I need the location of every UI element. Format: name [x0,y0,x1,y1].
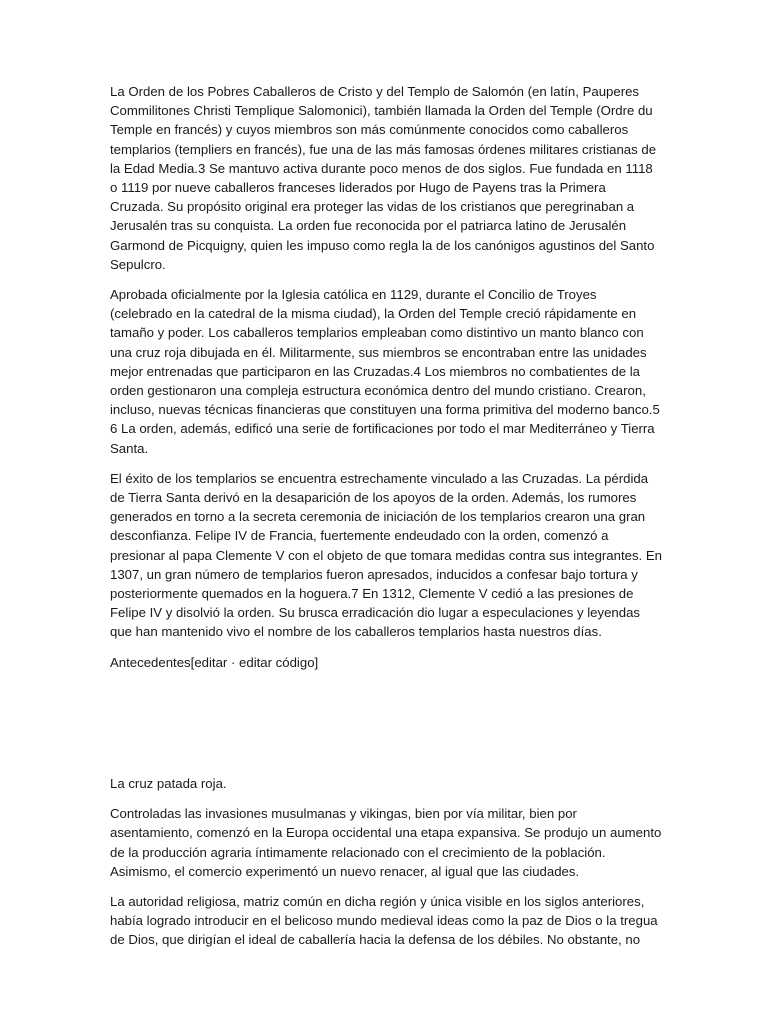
paragraph-religious-authority: La autoridad religiosa, matriz común en dicha región y única visible en los siglos anteriores, había logrado introducir en el belicoso mundo medieval ideas como la paz de Dios o la tregua de Dios, que dirigían el ideal de caballería hacia la defensa de los débiles. No obstante, no [110,893,658,948]
paragraph-intro: La Orden de los Pobres Caballeros de Cristo y del Templo de Salomón (en latín, Pauperes Commilitones Christi Templique Salomonici), también llamada la Orden del Temple (Ordre du Temple en francés) y cuyos miembros son más comúnmente conocidos como caballeros templarios (templiers en francés), fue una de las más famosas órdenes militares cristianas de la Edad Media.3 Se mantuvo activa durante poco menos de dos siglos. Fue fundada en 1118 o 1119 por nueve caballeros franceses liderados por Hugo de Payens tras la Primera Cruzada. Su propósito original era proteger las vidas de los cristianos que peregrinaban a Jerusalén tras su conquista. La orden fue reconocida por el patriarca latino de Jerusalén Garmond de Picquigny, quien les impuso como regla la de los canónigos agustinos del Santo Sepulcro. [110,84,657,272]
paragraph-approval: Aprobada oficialmente por la Iglesia católica en 1129, durante el Concilio de Troyes (celebrado en la catedral de la misma ciudad), la Orden del Temple creció rápidamente en tamaño y poder. Los caballeros templarios empleaban como distintivo un manto blanco con una cruz roja dibujada en él. Militarmente, sus miembros se encontraban entre las unidades mejor entrenadas que participaron en las Cruzadas.4 Los miembros no combatientes de la orden gestionaron una compleja estructura económica dentro del mundo cristiano. Crearon, incluso, nuevas técnicas financieras que constituyen una forma primitiva del moderno banco.5 6 La orden, además, edificó una serie de fortificaciones por todo el mar Mediterráneo y Tierra Santa. [110,287,660,456]
document-page [110,82,662,961]
image-caption: La cruz patada roja. [110,775,227,791]
section-heading-antecedentes: Antecedentes[editar · editar código] [110,654,319,670]
image-placeholder [110,672,662,774]
paragraph-expansion: Controladas las invasiones musulmanas y vikingas, bien por vía militar, bien por asentamiento, comenzó en la Europa occidental una etapa expansiva. Se produjo un aumento de la producción agraria íntimamente relacionado con el crecimiento de la población. Asimismo, el comercio experimentó un nuevo renacer, al igual que las ciudades. [110,806,662,879]
paragraph-decline: El éxito de los templarios se encuentra estrechamente vinculado a las Cruzadas. La pérdida de Tierra Santa derivó en la desaparición de los apoyos de la orden. Además, los rumores generados en torno a la secreta ceremonia de iniciación de los templarios crearon una gran desconfianza. Felipe IV de Francia, fuertemente endeudado con la orden, comenzó a presionar al papa Clemente V con el objeto de que tomara medidas contra sus integrantes. En 1307, un gran número de templarios fueron apresados, inducidos a confesar bajo tortura y posteriormente quemados en la hoguera.7 En 1312, Clemente V cedió a las presiones de Felipe IV y disolvió la orden. Su brusca erradicación dio lugar a especulaciones y leyendas que han mantenido vivo el nombre de los caballeros templarios hasta nuestros días. [110,470,663,640]
